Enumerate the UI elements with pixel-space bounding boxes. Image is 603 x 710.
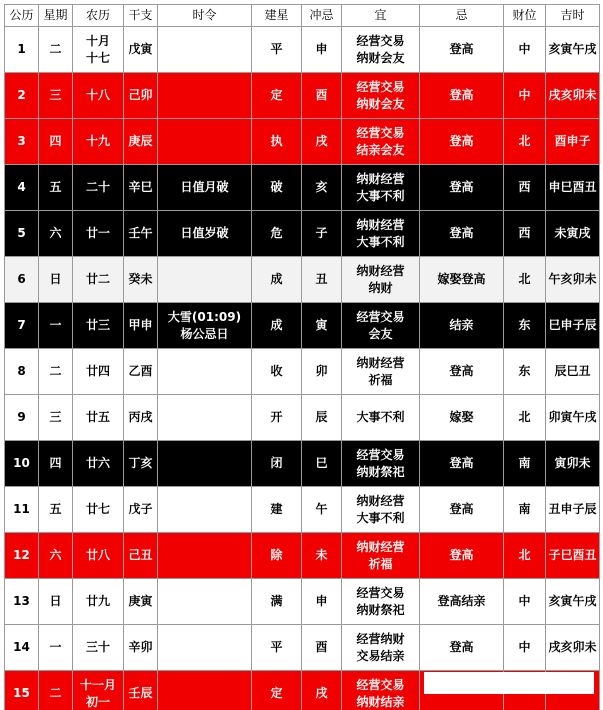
cell-suitable-line: 纳财经营 xyxy=(356,355,405,370)
cell-avoid: 登高 xyxy=(420,211,504,257)
cell-solar-term xyxy=(158,349,252,395)
cell-lucky-hours: 未寅戌 xyxy=(546,211,600,257)
cell-solar-term xyxy=(158,27,252,73)
cell-solar-date: 7 xyxy=(5,303,39,349)
cell-suitable-line: 纳财经营 xyxy=(356,493,405,508)
cell-solar-term xyxy=(158,73,252,119)
cell-clash: 戌 xyxy=(302,119,342,165)
cell-jianxing: 执 xyxy=(252,119,302,165)
table-row xyxy=(5,257,600,303)
cell-wealth-direction: 东 xyxy=(504,303,546,349)
cell-avoid: 登高结亲 xyxy=(420,579,504,625)
cell-wealth-direction: 西 xyxy=(504,165,546,211)
cell-suitable xyxy=(342,441,420,487)
cell-avoid: 登高 xyxy=(420,349,504,395)
cell-wealth-direction: 北 xyxy=(504,533,546,579)
cell-lunar-date-line: 廿六 xyxy=(85,456,110,470)
cell-lunar-date xyxy=(73,625,124,671)
cell-suitable-line: 大事不利 xyxy=(356,234,405,249)
header-clash: 冲忌 xyxy=(302,5,342,27)
cell-suitable-line: 会友 xyxy=(368,326,393,341)
cell-jianxing: 开 xyxy=(252,395,302,441)
cell-lucky-hours: 寅卯未 xyxy=(546,441,600,487)
cell-weekday: 五 xyxy=(39,165,73,211)
cell-clash: 子 xyxy=(302,211,342,257)
cell-lucky-hours: 丑申子辰 xyxy=(546,487,600,533)
cell-jianxing: 成 xyxy=(252,257,302,303)
cell-weekday: 二 xyxy=(39,27,73,73)
header-ganzhi: 干支 xyxy=(124,5,158,27)
cell-avoid: 登高 xyxy=(420,487,504,533)
cell-jianxing: 建 xyxy=(252,487,302,533)
cell-solar-date: 4 xyxy=(5,165,39,211)
cell-suitable-line: 结亲会友 xyxy=(356,142,405,157)
cell-suitable xyxy=(342,211,420,257)
cell-ganzhi: 丁亥 xyxy=(124,441,158,487)
cell-weekday: 六 xyxy=(39,211,73,257)
cell-suitable-line: 经营纳财 xyxy=(356,631,405,646)
cell-avoid: 登高 xyxy=(420,165,504,211)
cell-lunar-date-line: 廿七 xyxy=(85,502,110,516)
cell-suitable-line: 经营交易 xyxy=(356,585,405,600)
cell-lunar-date-line: 廿三 xyxy=(85,318,110,332)
cell-clash: 辰 xyxy=(302,395,342,441)
cell-solar-date: 12 xyxy=(5,533,39,579)
header-jianxing: 建星 xyxy=(252,5,302,27)
table-row xyxy=(5,579,600,625)
cell-wealth-direction: 中 xyxy=(504,579,546,625)
cell-solar-date: 6 xyxy=(5,257,39,303)
cell-lucky-hours: 辰巳丑 xyxy=(546,349,600,395)
cell-wealth-direction: 中 xyxy=(504,27,546,73)
cell-avoid: 嫁娶 xyxy=(420,395,504,441)
cell-ganzhi: 己卯 xyxy=(124,73,158,119)
cell-weekday: 三 xyxy=(39,395,73,441)
cell-suitable-line: 经营交易 xyxy=(356,125,405,140)
cell-solar-term xyxy=(158,533,252,579)
cell-lunar-date-line: 二十 xyxy=(85,180,110,194)
cell-suitable xyxy=(342,119,420,165)
cell-suitable-line: 祈福 xyxy=(368,372,393,387)
cell-solar-term xyxy=(158,441,252,487)
table-row xyxy=(5,27,600,73)
cell-suitable xyxy=(342,625,420,671)
cell-lucky-hours: 卯寅午戌 xyxy=(546,395,600,441)
cell-clash: 未 xyxy=(302,533,342,579)
cell-suitable-line: 大事不利 xyxy=(356,188,405,203)
cell-solar-date: 3 xyxy=(5,119,39,165)
table-row xyxy=(5,303,600,349)
cell-solar-term xyxy=(158,257,252,303)
cell-jianxing: 成 xyxy=(252,303,302,349)
cell-suitable xyxy=(342,579,420,625)
cell-solar-date: 5 xyxy=(5,211,39,257)
cell-lunar-date-line: 十八 xyxy=(85,88,110,102)
cell-lunar-date-line: 十一月 xyxy=(79,677,116,692)
cell-lunar-date-line: 廿四 xyxy=(85,364,110,378)
cell-lunar-date-line: 十月 xyxy=(85,33,110,48)
cell-jianxing: 平 xyxy=(252,625,302,671)
cell-wealth-direction: 北 xyxy=(504,257,546,303)
cell-lucky-hours: 巳申子辰 xyxy=(546,303,600,349)
cell-solar-term xyxy=(158,303,252,349)
table-row xyxy=(5,349,600,395)
cell-suitable-line: 经营交易 xyxy=(356,309,405,324)
cell-suitable xyxy=(342,671,420,710)
cell-weekday: 一 xyxy=(39,625,73,671)
blank-mask xyxy=(424,672,594,694)
cell-ganzhi: 辛卯 xyxy=(124,625,158,671)
cell-solar-date: 13 xyxy=(5,579,39,625)
cell-suitable-line: 大事不利 xyxy=(356,410,405,424)
cell-lunar-date xyxy=(73,73,124,119)
cell-lunar-date xyxy=(73,27,124,73)
cell-lucky-hours: 戌亥卯未 xyxy=(546,73,600,119)
cell-jianxing: 平 xyxy=(252,27,302,73)
cell-solar-date: 11 xyxy=(5,487,39,533)
table-row xyxy=(5,119,600,165)
cell-lucky-hours: 亥寅午戌 xyxy=(546,27,600,73)
cell-avoid: 登高 xyxy=(420,533,504,579)
cell-lunar-date xyxy=(73,165,124,211)
cell-wealth-direction: 东 xyxy=(504,349,546,395)
cell-solar-term xyxy=(158,671,252,710)
cell-clash: 亥 xyxy=(302,165,342,211)
cell-wealth-direction: 中 xyxy=(504,73,546,119)
cell-lunar-date xyxy=(73,441,124,487)
cell-solar-term xyxy=(158,487,252,533)
cell-lunar-date-line: 廿八 xyxy=(85,548,110,562)
cell-suitable xyxy=(342,487,420,533)
cell-solar-term-line: 日值月破 xyxy=(180,180,229,194)
cell-ganzhi: 辛巳 xyxy=(124,165,158,211)
cell-lunar-date-line: 初一 xyxy=(85,694,110,709)
cell-ganzhi: 壬午 xyxy=(124,211,158,257)
cell-lucky-hours: 子巳酉丑 xyxy=(546,533,600,579)
table-row xyxy=(5,487,600,533)
cell-weekday: 五 xyxy=(39,487,73,533)
cell-jianxing: 收 xyxy=(252,349,302,395)
cell-clash: 午 xyxy=(302,487,342,533)
cell-lunar-date xyxy=(73,579,124,625)
cell-wealth-direction: 中 xyxy=(504,625,546,671)
cell-ganzhi: 己丑 xyxy=(124,533,158,579)
cell-lunar-date-line: 三十 xyxy=(85,640,110,654)
cell-ganzhi: 戊寅 xyxy=(124,27,158,73)
cell-suitable-line: 交易结亲 xyxy=(356,648,405,663)
cell-jianxing: 除 xyxy=(252,533,302,579)
cell-ganzhi: 甲申 xyxy=(124,303,158,349)
cell-jianxing: 定 xyxy=(252,73,302,119)
cell-suitable-line: 纳财祭祀 xyxy=(356,602,405,617)
cell-weekday: 日 xyxy=(39,257,73,303)
cell-lucky-hours: 亥寅午戌 xyxy=(546,579,600,625)
cell-solar-term-line: 大雪(01:09) xyxy=(167,309,242,324)
header-solar-date: 公历 xyxy=(5,5,39,27)
cell-suitable xyxy=(342,27,420,73)
cell-suitable-line: 纳财经营 xyxy=(356,171,405,186)
cell-suitable-line: 纳财经营 xyxy=(356,217,405,232)
cell-solar-date: 2 xyxy=(5,73,39,119)
cell-solar-term xyxy=(158,119,252,165)
cell-lucky-hours: 戌亥卯未 xyxy=(546,625,600,671)
cell-solar-date: 1 xyxy=(5,27,39,73)
table-row xyxy=(5,73,600,119)
cell-solar-term xyxy=(158,211,252,257)
cell-lunar-date xyxy=(73,303,124,349)
cell-solar-date: 14 xyxy=(5,625,39,671)
cell-ganzhi: 戊子 xyxy=(124,487,158,533)
cell-clash: 卯 xyxy=(302,349,342,395)
table-row xyxy=(5,533,600,579)
cell-ganzhi: 癸未 xyxy=(124,257,158,303)
cell-wealth-direction: 南 xyxy=(504,441,546,487)
cell-solar-term xyxy=(158,395,252,441)
cell-suitable xyxy=(342,533,420,579)
almanac-table xyxy=(4,4,600,710)
cell-clash: 申 xyxy=(302,27,342,73)
cell-lunar-date xyxy=(73,671,124,710)
cell-ganzhi: 庚寅 xyxy=(124,579,158,625)
cell-lunar-date xyxy=(73,257,124,303)
cell-lunar-date-line: 廿五 xyxy=(85,410,110,424)
cell-avoid: 登高 xyxy=(420,441,504,487)
cell-wealth-direction: 北 xyxy=(504,395,546,441)
cell-solar-date: 15 xyxy=(5,671,39,710)
cell-avoid: 登高 xyxy=(420,625,504,671)
cell-suitable-line: 纳财祭祀 xyxy=(356,464,405,479)
header-lucky-hours: 吉时 xyxy=(546,5,600,27)
cell-clash: 巳 xyxy=(302,441,342,487)
cell-suitable xyxy=(342,257,420,303)
cell-suitable-line: 纳财经营 xyxy=(356,539,405,554)
cell-weekday: 三 xyxy=(39,73,73,119)
cell-suitable-line: 纳财经营 xyxy=(356,263,405,278)
cell-suitable-line: 经营交易 xyxy=(356,79,405,94)
cell-weekday: 日 xyxy=(39,579,73,625)
cell-suitable xyxy=(342,303,420,349)
cell-suitable xyxy=(342,165,420,211)
cell-solar-date: 8 xyxy=(5,349,39,395)
header-wealth-direction: 财位 xyxy=(504,5,546,27)
cell-solar-date: 10 xyxy=(5,441,39,487)
cell-weekday: 四 xyxy=(39,119,73,165)
cell-lunar-date-line: 十七 xyxy=(85,50,110,65)
cell-clash: 申 xyxy=(302,579,342,625)
cell-jianxing: 闭 xyxy=(252,441,302,487)
header-avoid: 忌 xyxy=(420,5,504,27)
cell-avoid: 登高 xyxy=(420,119,504,165)
cell-lunar-date xyxy=(73,211,124,257)
cell-clash: 酉 xyxy=(302,73,342,119)
almanac-rows xyxy=(5,27,600,710)
cell-suitable-line: 纳财结亲 xyxy=(356,694,405,709)
cell-jianxing: 定 xyxy=(252,671,302,710)
cell-lunar-date xyxy=(73,119,124,165)
cell-weekday: 二 xyxy=(39,671,73,710)
cell-lunar-date xyxy=(73,487,124,533)
cell-wealth-direction: 北 xyxy=(504,119,546,165)
cell-wealth-direction: 南 xyxy=(504,487,546,533)
cell-solar-term-line: 杨公忌日 xyxy=(180,326,229,341)
cell-suitable-line: 经营交易 xyxy=(356,447,405,462)
cell-clash: 酉 xyxy=(302,625,342,671)
cell-weekday: 六 xyxy=(39,533,73,579)
cell-ganzhi: 丙戌 xyxy=(124,395,158,441)
cell-clash: 寅 xyxy=(302,303,342,349)
table-row xyxy=(5,395,600,441)
cell-wealth-direction: 西 xyxy=(504,211,546,257)
cell-ganzhi: 庚辰 xyxy=(124,119,158,165)
cell-suitable-line: 祈福 xyxy=(368,556,393,571)
cell-lunar-date-line: 廿二 xyxy=(85,272,110,286)
table-row xyxy=(5,441,600,487)
header-solar-term: 时令 xyxy=(158,5,252,27)
cell-ganzhi: 乙酉 xyxy=(124,349,158,395)
cell-weekday: 一 xyxy=(39,303,73,349)
cell-lunar-date xyxy=(73,395,124,441)
cell-jianxing: 危 xyxy=(252,211,302,257)
cell-lunar-date-line: 十九 xyxy=(85,134,110,148)
cell-lunar-date-line: 廿九 xyxy=(85,594,110,608)
header-suitable: 宜 xyxy=(342,5,420,27)
cell-solar-term xyxy=(158,625,252,671)
cell-weekday: 二 xyxy=(39,349,73,395)
header-row xyxy=(5,5,600,27)
cell-suitable-line: 经营交易 xyxy=(356,33,405,48)
table-row xyxy=(5,211,600,257)
cell-solar-term xyxy=(158,579,252,625)
cell-suitable xyxy=(342,395,420,441)
cell-lunar-date xyxy=(73,349,124,395)
cell-suitable-line: 经营交易 xyxy=(356,677,405,692)
table-row xyxy=(5,625,600,671)
cell-suitable-line: 纳财会友 xyxy=(356,50,405,65)
cell-solar-date: 9 xyxy=(5,395,39,441)
cell-weekday: 四 xyxy=(39,441,73,487)
cell-lunar-date-line: 廿一 xyxy=(85,226,110,240)
cell-suitable-line: 纳财 xyxy=(368,280,393,295)
cell-suitable-line: 大事不利 xyxy=(356,510,405,525)
cell-jianxing: 破 xyxy=(252,165,302,211)
cell-clash: 戌 xyxy=(302,671,342,710)
cell-solar-term xyxy=(158,165,252,211)
cell-lucky-hours: 申巳酉丑 xyxy=(546,165,600,211)
cell-lunar-date xyxy=(73,533,124,579)
header-lunar-date: 农历 xyxy=(73,5,124,27)
cell-solar-term-line: 日值岁破 xyxy=(180,226,229,240)
cell-suitable-line: 纳财会友 xyxy=(356,96,405,111)
header-weekday: 星期 xyxy=(39,5,73,27)
cell-avoid: 嫁娶登高 xyxy=(420,257,504,303)
cell-suitable xyxy=(342,73,420,119)
cell-avoid: 登高 xyxy=(420,27,504,73)
cell-ganzhi: 壬辰 xyxy=(124,671,158,710)
cell-lucky-hours: 午亥卯未 xyxy=(546,257,600,303)
cell-avoid: 登高 xyxy=(420,73,504,119)
cell-avoid: 结亲 xyxy=(420,303,504,349)
cell-suitable xyxy=(342,349,420,395)
table-row xyxy=(5,165,600,211)
cell-lucky-hours: 酉申子 xyxy=(546,119,600,165)
cell-clash: 丑 xyxy=(302,257,342,303)
cell-jianxing: 满 xyxy=(252,579,302,625)
